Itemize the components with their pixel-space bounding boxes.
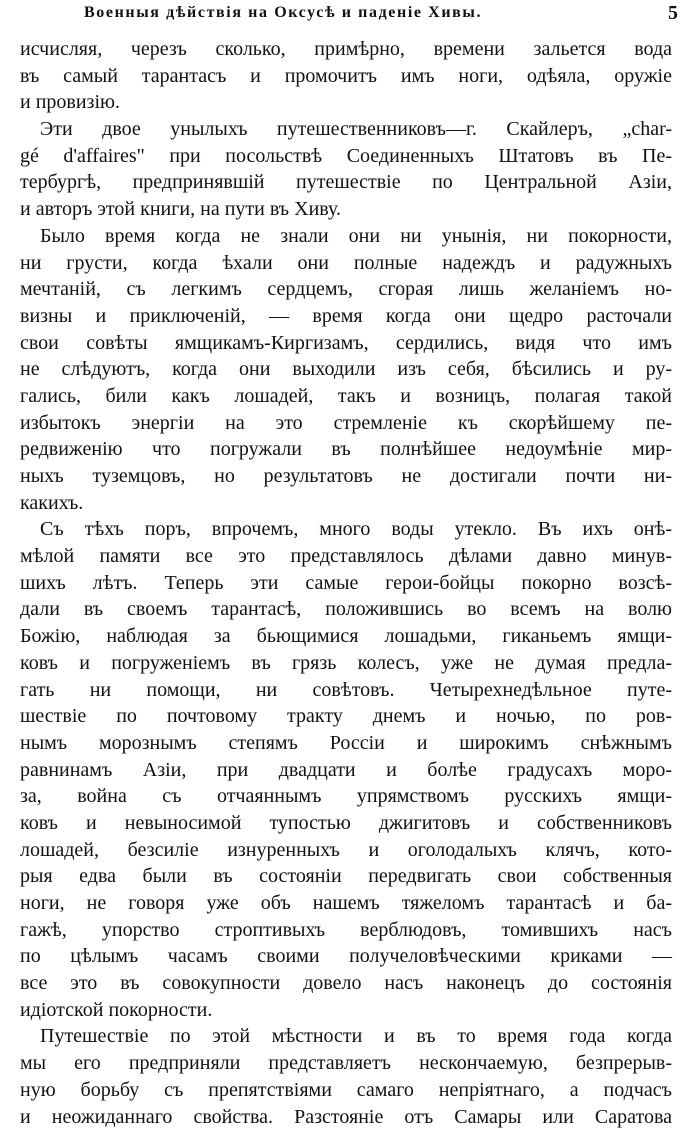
text-line: за, война съ отчаяннымъ упрямствомъ русскихъ ямщи- (20, 785, 672, 808)
text-line: въ самый тарантасъ и промочитъ имъ ноги, одѣяла, оружіе (20, 64, 672, 87)
paragraph (20, 1023, 672, 1130)
text-line: мѣлой памяти все это представлялось дѣлами давно минув- (20, 545, 672, 568)
text-line: Божію, наблюдая за бьющимися лошадьми, гиканьемъ ямщи- (20, 625, 672, 648)
text-line: ныхъ туземцовъ, но результатовъ не достигали почти ни- (20, 465, 672, 487)
text-line: Эти двое унылыхъ путешественниковъ—г. Скайлеръ, „char- (40, 118, 672, 141)
text-line: гались, били какъ лошадей, такъ и возницъ, полагая такой (20, 384, 672, 407)
text-line: шихъ лѣтъ. Теперь эти самые герои-бойцы покорно возсѣ- (20, 571, 672, 594)
text-line: нымъ морознымъ степямъ Россіи и широкимъ снѣжнымъ (20, 731, 672, 754)
running-header (0, 4, 692, 30)
text-line: по цѣлымъ часамъ своими получеловѣческими криками — (20, 945, 672, 968)
text-line: идіотской покорности. (20, 998, 213, 1021)
text-line: ную борьбу съ препятствіями самаго непріятнаго, а подчасъ (20, 1078, 672, 1101)
paragraph (20, 223, 672, 517)
text-line: ковъ и невыносимой тупостью джигитовъ и собственниковъ (20, 811, 672, 834)
text-line: редвиженію что погружали въ полнѣйшее недоумѣніе мир- (20, 438, 672, 461)
text-line: Путешествіе по этой мѣстности и въ то время года когда (40, 1025, 672, 1048)
text-line: мечтаній, съ легкимъ сердцемъ, сгорая лишь желаніемъ но- (20, 278, 672, 301)
text-line: Было время когда не знали они ни унынія, ни покорности, (40, 224, 672, 247)
paragraph (20, 36, 672, 116)
paragraph (20, 516, 672, 1023)
text-line: ковъ и погруженіемъ въ грязь колесъ, уже не думая предла- (20, 651, 672, 674)
text-line: какихъ. (20, 491, 84, 514)
page-number: 5 (668, 2, 678, 24)
text-line: не слѣдуютъ, когда они выходили изъ себя, бѣсились и ру- (20, 358, 672, 381)
text-line: избытокъ энергіи на это стремленіе къ скорѣйшему пе- (20, 411, 672, 434)
text-line: gé d'affaires" при посольствѣ Соединенныхъ Штатовъ въ Пе- (20, 144, 672, 167)
text-line: лошадей, безсиліе изнуренныхъ и оголодалыхъ клячъ, кото- (20, 838, 672, 861)
text-line: Съ тѣхъ поръ, впрочемъ, много воды утекло. Въ ихъ онѣ- (40, 518, 672, 541)
text-line: свои совѣты ямщикамъ-Киргизамъ, сердились, видя что имъ (20, 331, 672, 354)
text-line: ноги, не говоря уже объ нашемъ тяжеломъ тарантасѣ и ба- (20, 892, 672, 914)
text-line: и провизію. (20, 91, 120, 114)
text-line: равнинамъ Азіи, при двадцати и болѣе градусахъ моро- (20, 758, 672, 781)
running-title: Военныя дѣйствія на Оксусѣ и паденіе Хивы. (84, 4, 483, 21)
text-line: и неожиданнаго свойства. Разстояніе отъ Самары или Саратова (20, 1105, 672, 1128)
text-line: гать ни помощи, ни совѣтовъ. Четырехнедѣльное путе- (20, 678, 672, 701)
text-line: рыя едва были въ состояніи передвигать свои собственныя (20, 865, 672, 888)
text-line: и авторъ этой книги, на пути въ Хиву. (20, 198, 342, 221)
text-line: дали въ своемъ тарантасѣ, положившись во всемъ на волю (20, 598, 672, 621)
text-line: гажѣ, упорство строптивыхъ верблюдовъ, томившихъ насъ (20, 918, 672, 941)
text-line: тербургѣ, предпринявшій путешествіе по Центральной Азіи, (20, 171, 672, 194)
body-text (20, 36, 672, 1130)
text-line: мы его предприняли представляетъ нескончаемую, безпрерыв- (20, 1052, 672, 1075)
text-line: исчисляя, черезъ сколько, примѣрно, времени зальется вода (20, 38, 672, 60)
text-line: все это въ совокупности довело насъ наконецъ до состоянія (20, 972, 672, 995)
paragraph (20, 116, 672, 223)
text-line: шествіе по почтовому тракту днемъ и ночью, по ров- (20, 705, 672, 728)
text-line: ни грусти, когда ѣхали они полные надеждъ и радужныхъ (20, 251, 672, 274)
text-line: визны и приключеній, — время когда они щедро расточали (20, 304, 672, 327)
